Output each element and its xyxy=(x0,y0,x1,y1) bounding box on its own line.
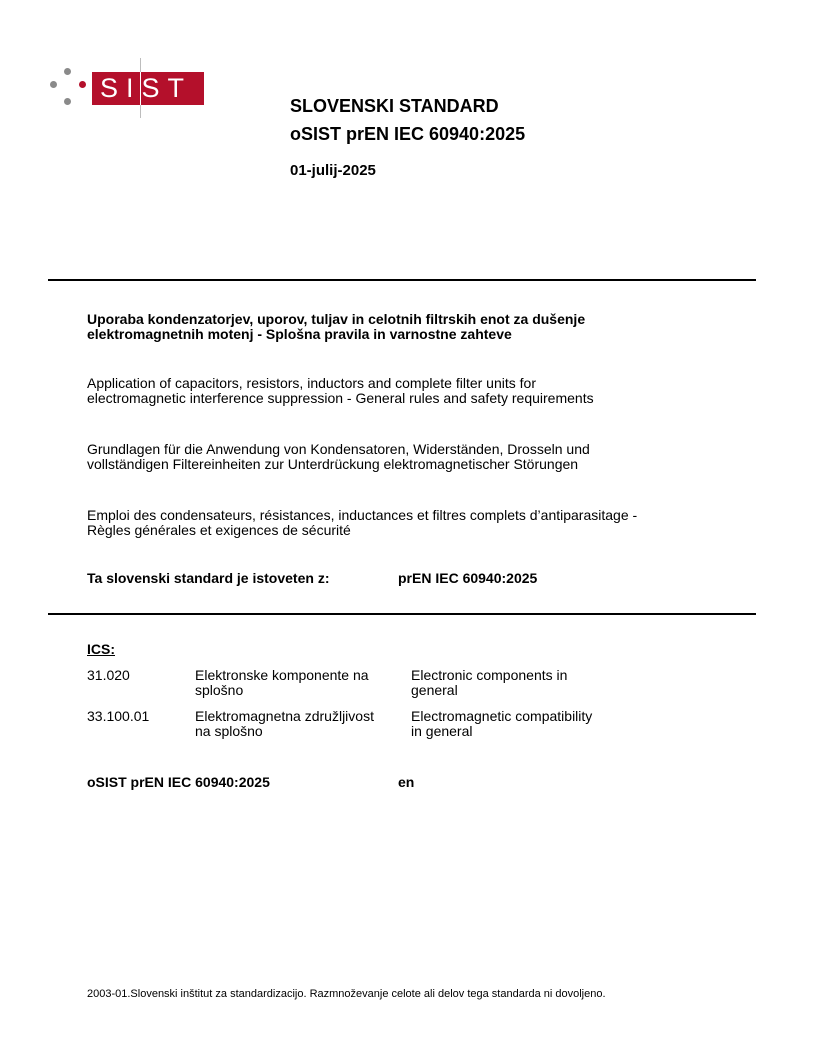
ics-sl-line: na splošno xyxy=(195,723,263,739)
logo-dot xyxy=(50,81,57,88)
ics-description-en xyxy=(411,668,567,698)
title-french xyxy=(87,508,747,538)
title-en-line: electromagnetic interference suppression - General rules and safety requirements xyxy=(87,390,594,406)
logo-dot-red xyxy=(79,81,86,88)
ics-code: 31.020 xyxy=(87,667,130,683)
standard-number: oSIST prEN IEC 60940:2025 xyxy=(290,124,526,144)
middle-rule xyxy=(48,613,756,615)
ics-en-line: Electronic components in xyxy=(411,667,568,683)
standard-heading: SLOVENSKI STANDARD xyxy=(290,96,499,116)
standard-date: 01-julij-2025 xyxy=(290,162,376,179)
title-de-line: vollständigen Filtereinheiten zur Unterdrückung elektromagnetischer Störungen xyxy=(87,456,579,472)
title-fr-line: Règles générales et exigences de sécurité xyxy=(87,522,351,538)
ics-en-line: in general xyxy=(411,723,473,739)
logo-text: SIST xyxy=(100,73,193,103)
title-sl-line: Uporaba kondenzatorjev, uporov, tuljav in celotnih filtrskih enot za dušenje xyxy=(87,311,586,327)
title-de-line: Grundlagen für die Anwendung von Kondensatoren, Widerständen, Drosseln und xyxy=(87,441,590,457)
ics-en-line: general xyxy=(411,682,458,698)
ics-en-line: Electromagnetic compatibility xyxy=(411,708,593,724)
ics-description-en xyxy=(411,709,592,739)
ics-sl-line: splošno xyxy=(195,682,244,698)
title-slovenian xyxy=(87,312,747,342)
identical-value: prEN IEC 60940:2025 xyxy=(398,570,538,586)
logo-dot xyxy=(64,98,71,105)
title-german xyxy=(87,442,747,472)
ics-sl-line: Elektromagnetna združljivost xyxy=(195,708,374,724)
top-rule xyxy=(48,279,756,281)
ics-sl-line: Elektronske komponente na xyxy=(195,667,369,683)
document-language: en xyxy=(398,774,415,790)
copyright-notice: 2003-01.Slovenski inštitut za standardizacijo. Razmnoževanje celote ali delov tega standarda ni dovoljeno. xyxy=(87,988,606,1000)
title-en-line: Application of capacitors, resistors, inductors and complete filter units for xyxy=(87,375,536,391)
ics-description-sl xyxy=(195,668,369,698)
ics-code: 33.100.01 xyxy=(87,708,150,724)
logo-dot xyxy=(64,68,71,75)
title-fr-line: Emploi des condensateurs, résistances, inductances et filtres complets d’antiparasitage - xyxy=(87,507,638,523)
document-code: oSIST prEN IEC 60940:2025 xyxy=(87,774,270,790)
ics-heading: ICS: xyxy=(87,641,115,657)
identical-label: Ta slovenski standard je istoveten z: xyxy=(87,570,330,586)
ics-description-sl xyxy=(195,709,374,739)
title-sl-line: elektromagnetnih motenj - Splošna pravila in varnostne zahteve xyxy=(87,326,512,342)
title-english xyxy=(87,376,747,406)
